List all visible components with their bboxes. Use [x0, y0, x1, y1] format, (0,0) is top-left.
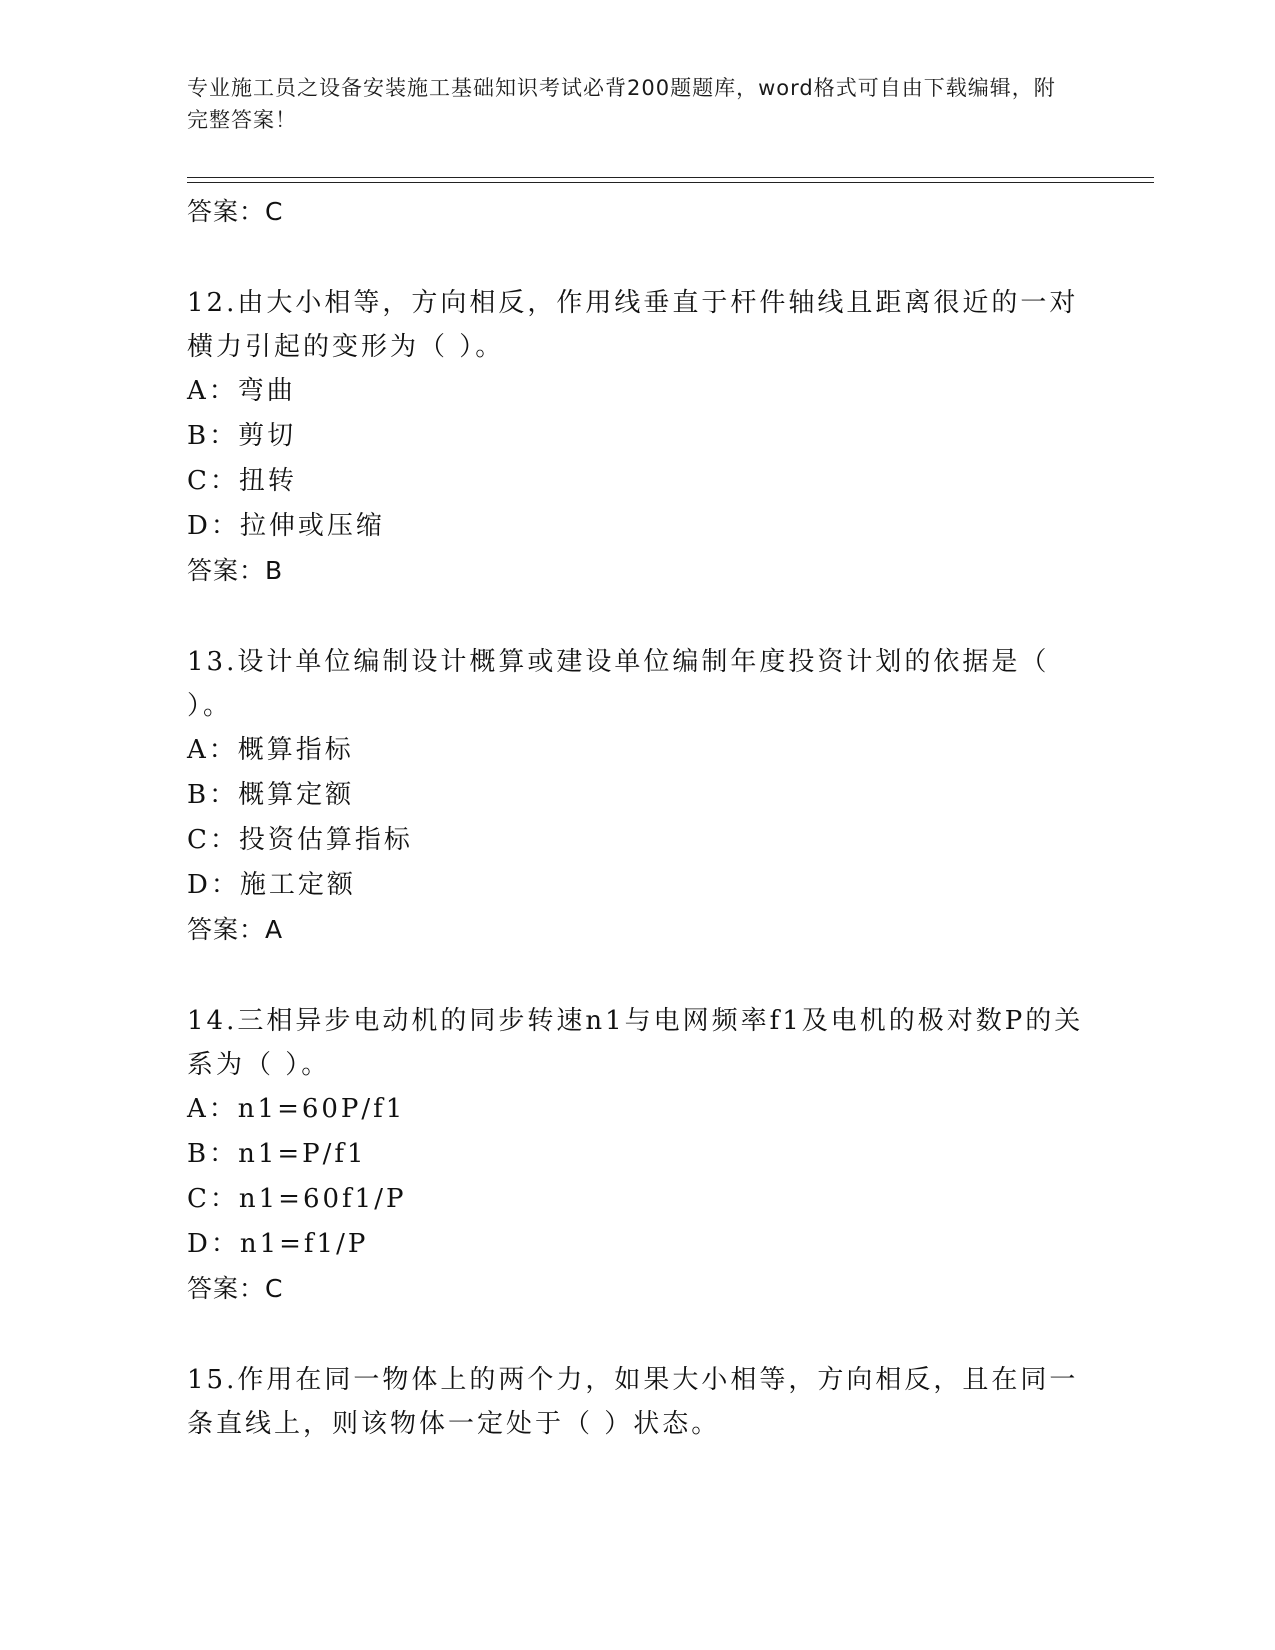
question-block [187, 640, 1087, 952]
question-list [187, 190, 1087, 1446]
question-stem: 15.作用在同一物体上的两个力，如果大小相等，方向相反，且在同一条直线上，则该物体一定处于（ ）状态。 [187, 1365, 1079, 1439]
header-divider-top [187, 177, 1154, 178]
question-stem: 13.设计单位编制设计概算或建设单位编制年度投资计划的依据是（ ）。 [187, 647, 1050, 721]
spacer [187, 234, 1087, 281]
spacer [187, 952, 1087, 999]
option-d: D：n1=f1/P [187, 1229, 369, 1259]
option-a: A：弯曲 [187, 376, 296, 406]
spacer [187, 1311, 1087, 1358]
answer-line: 答案：C [187, 1274, 284, 1303]
spacer [187, 593, 1087, 640]
question-stem: 14.三相异步电动机的同步转速n1与电网频率f1及电机的极对数P的关系为（ ）。 [187, 1006, 1084, 1080]
page-header-text: 专业施工员之设备安装施工基础知识考试必背200题题库，word格式可自由下载编辑，附完整答案！ [187, 76, 1056, 132]
answer-line: 答案：A [187, 915, 284, 944]
question-block [187, 1358, 1087, 1446]
option-c: C：n1=60f1/P [187, 1184, 407, 1214]
option-c: C：投资估算指标 [187, 825, 413, 855]
option-d: D：施工定额 [187, 870, 356, 900]
option-a: A：n1=60P/f1 [187, 1094, 406, 1124]
question-block [187, 281, 1087, 593]
header-divider-bottom [187, 182, 1154, 183]
answer-line: 答案：B [187, 556, 284, 585]
option-b: B：概算定额 [187, 780, 355, 810]
option-b: B：n1=P/f1 [187, 1139, 367, 1169]
question-block [187, 999, 1087, 1311]
answer-line: 答案：C [187, 197, 284, 226]
option-d: D：拉伸或压缩 [187, 511, 385, 541]
question-stem: 12.由大小相等，方向相反，作用线垂直于杆件轴线且距离很近的一对横力引起的变形为（ ）。 [187, 288, 1079, 362]
option-b: B：剪切 [187, 421, 297, 451]
option-a: A：概算指标 [187, 735, 354, 765]
option-c: C：扭转 [187, 466, 297, 496]
